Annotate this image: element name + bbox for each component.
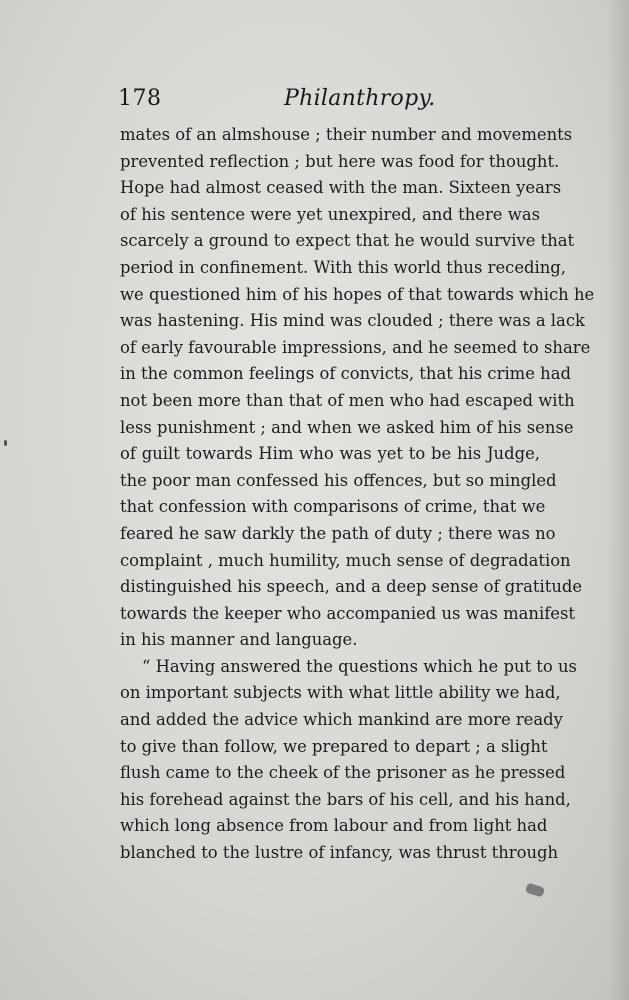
text-line: feared he saw darkly the path of duty ; there was no xyxy=(120,523,556,543)
text-line: which long absence from labour and from light had xyxy=(120,816,548,836)
text-line: his forehead against the bars of his cell, and his hand, xyxy=(120,789,571,809)
text-line: flush came to the cheek of the prisoner as he pressed xyxy=(120,763,566,783)
text-line: was hastening. His mind was clouded ; there was a lack xyxy=(120,311,585,331)
text-line: less punishment ; and when we asked him of his sense xyxy=(120,417,574,437)
text-line: blanched to the lustre of infancy, was thrust through xyxy=(120,843,559,863)
text-line: complaint , much humility, much sense of degradation xyxy=(120,550,571,570)
text-line: scarcely a ground to expect that he would survive that xyxy=(120,231,575,251)
text-line: distinguished his speech, and a deep sense of gratitude xyxy=(120,577,583,597)
page-number: 178 xyxy=(118,86,162,111)
text-line: of early favourable impressions, and he seemed to share xyxy=(120,337,591,357)
text-line: and added the advice which mankind are more ready xyxy=(120,710,563,730)
text-line: mates of an almshouse ; their number and movements xyxy=(120,125,573,144)
page-header xyxy=(118,86,538,118)
text-line: to give than follow, we prepared to depart ; a slight xyxy=(120,736,548,756)
text-line: not been more than that of men who had escaped with xyxy=(120,390,575,410)
paragraph-start-line: “ Having answered the questions which he put to us xyxy=(142,656,577,676)
text-line: the poor man confessed his offences, but so mingled xyxy=(120,470,557,490)
text-line: Hope had almost ceased with the man. Sixteen years xyxy=(120,178,562,198)
text-line: we questioned him of his hopes of that towards which he xyxy=(120,284,595,304)
scan-edge-mark xyxy=(4,440,7,446)
text-line: of his sentence were yet unexpired, and there was xyxy=(120,204,540,224)
body-text xyxy=(120,122,595,867)
page-gutter-shadow xyxy=(607,0,629,1000)
text-line: that confession with comparisons of crime, that we xyxy=(120,497,546,517)
text-line: in the common feelings of convicts, that his crime had xyxy=(120,364,571,384)
text-line: on important subjects with what little ability we had, xyxy=(120,683,561,703)
text-line: prevented reflection ; but here was food for thought. xyxy=(120,151,560,171)
text-line: of guilt towards Him who was yet to be his Judge, xyxy=(120,444,540,464)
text-line: towards the keeper who accompanied us was manifest xyxy=(120,603,575,623)
running-title: Philanthropy. xyxy=(284,86,436,111)
ink-smudge xyxy=(525,882,545,897)
text-line: period in confinement. With this world thus receding, xyxy=(120,257,567,277)
paragraph-end-line: in his manner and language. xyxy=(120,630,358,650)
